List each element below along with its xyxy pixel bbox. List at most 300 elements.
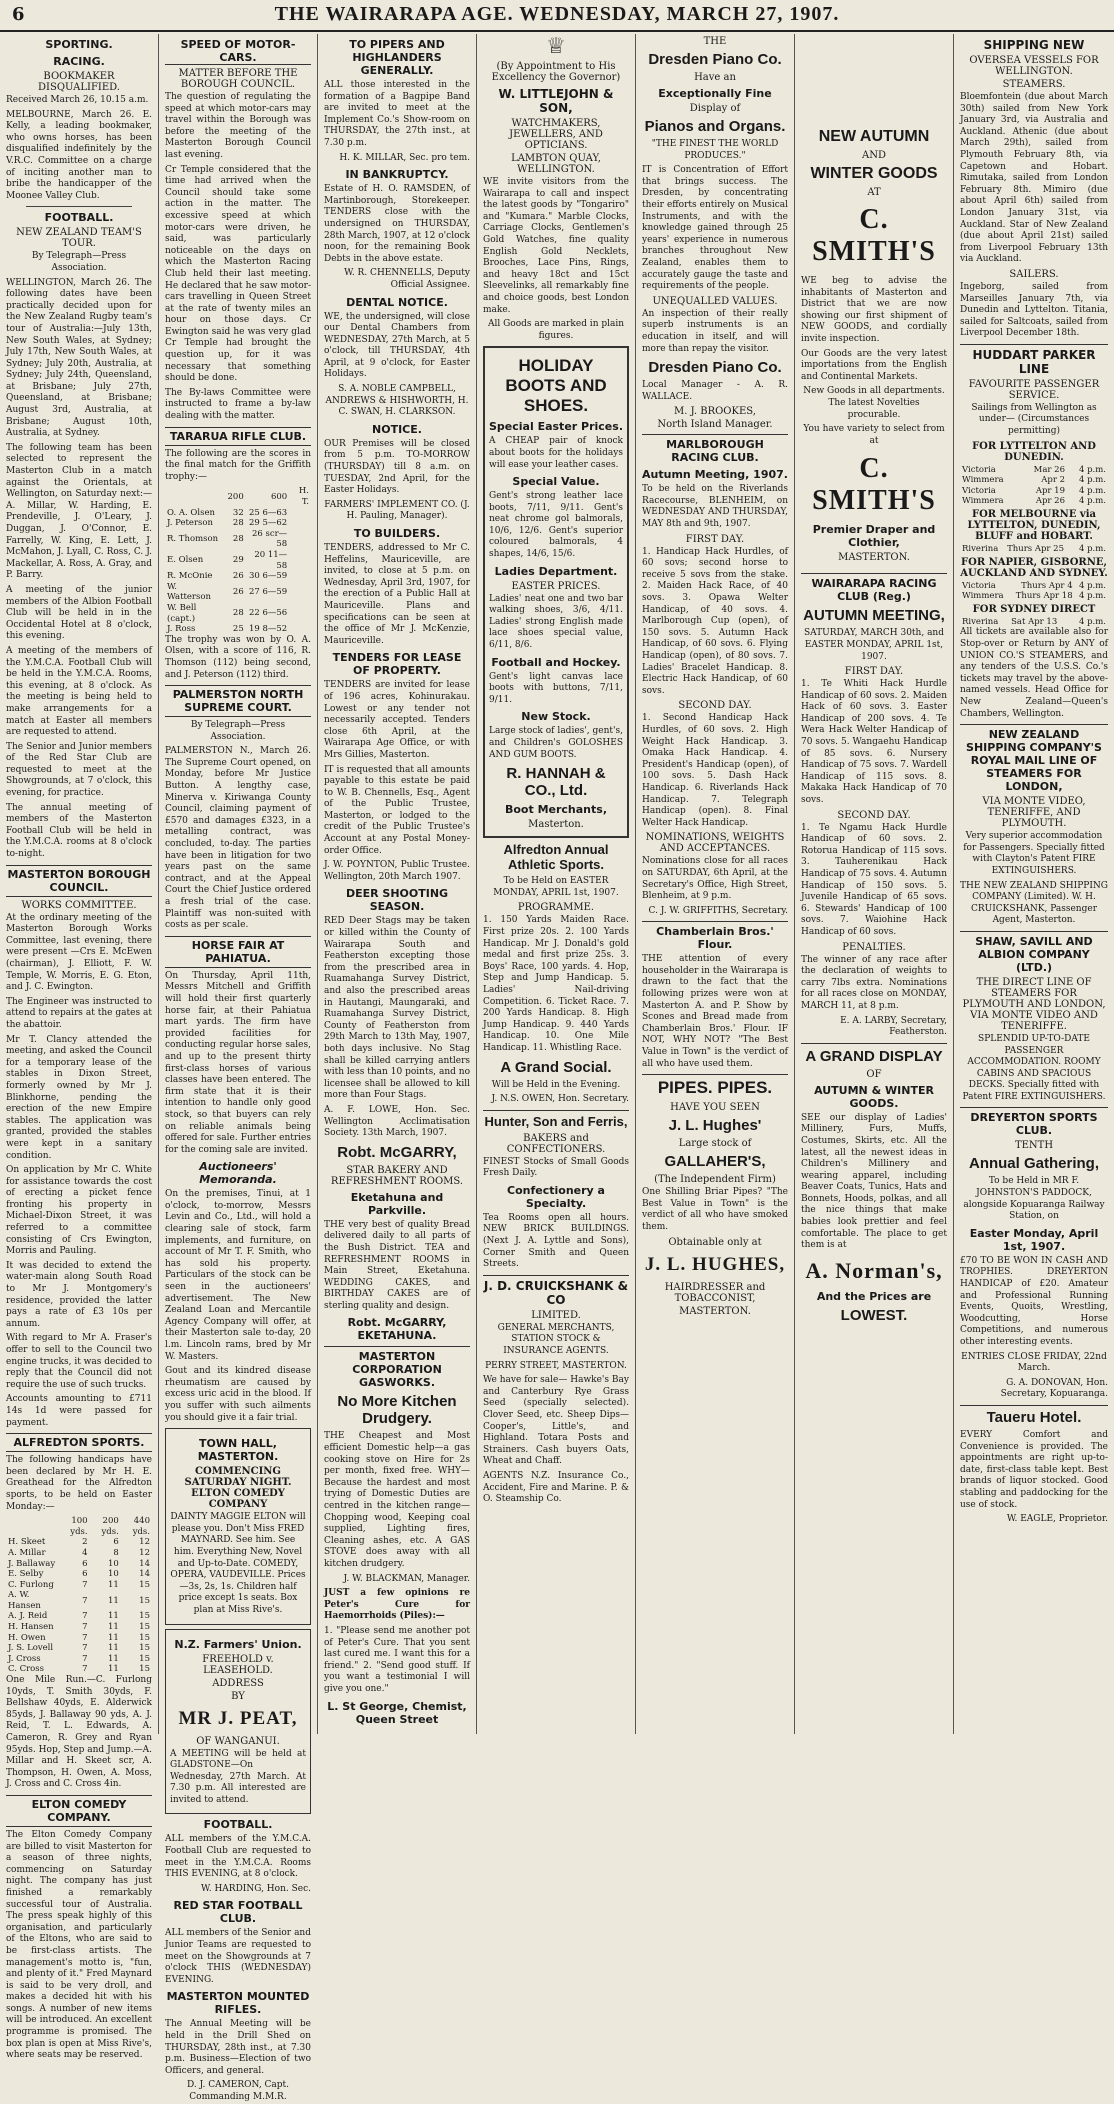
- table-row: [165, 624, 311, 635]
- table-row: [960, 475, 1108, 486]
- alfredton-ad-heading: Alfredton Annual Athletic Sports.: [503, 842, 609, 873]
- speed-heading: SPEED OF MOTOR-CARS.: [165, 38, 311, 65]
- table-row: [6, 1590, 152, 1611]
- table-row: [165, 571, 311, 582]
- nzs-text: Very superior accommodation for Passengers. Specially fitted with Clayton's Patent FIRE EXTINGUISHERS.: [963, 831, 1105, 876]
- dental-text: WE, the undersigned, will close our Dental Chambers from WEDNESDAY, 27th March, at 5 o'clock, till THURSDAY, 4th April, at 9 o'clock, for Easter Holidays.: [324, 311, 470, 380]
- table-cell: 4 p.m.: [1078, 616, 1106, 627]
- pipers-sign: H. K. MILLAR, Sec. pro tem.: [339, 152, 470, 163]
- table-cell: E. Selby: [8, 1569, 44, 1580]
- table-cell: 11: [107, 1653, 119, 1664]
- gasworks-sign: J. W. BLACKMAN, Manager.: [343, 1573, 470, 1584]
- table-row: [165, 518, 311, 529]
- table-cell: 15: [139, 1632, 150, 1643]
- dresden-sub: Exceptionally Fine: [658, 87, 772, 100]
- huddart-melbourne: FOR MELBOURNE via LYTTELTON, DUNEDIN, BLUFF and HOBART.: [967, 509, 1101, 543]
- deer-heading: DEER SHOOTING SEASON.: [345, 887, 449, 914]
- table-row: [6, 1664, 152, 1675]
- lease-heading: TENDERS FOR LEASE OF PROPERTY.: [332, 651, 462, 678]
- albion-meeting-text: A meeting of the junior members of the Albion Football Club will be held in in the Occidental Hotel at 8 o'clock, this evening.: [6, 584, 152, 642]
- wrc-heading: WAIRARAPA RACING CLUB (Reg.): [801, 573, 947, 603]
- table-cell: Apr 2: [1041, 475, 1065, 486]
- table-cell: 11: [107, 1632, 119, 1643]
- alfredton-heading: ALFREDTON SPORTS.: [6, 1433, 152, 1452]
- table-cell: 4 p.m.: [1078, 464, 1106, 475]
- wrc-sub: AUTUMN MEETING,: [803, 607, 945, 625]
- table-cell: O. A. Olsen: [167, 507, 215, 518]
- hunter-heading: Hunter, Son and Ferris,: [483, 1110, 629, 1129]
- tararua-col: 600: [270, 491, 288, 502]
- column-4: [477, 34, 636, 1734]
- sailers-text: Ingeborg, sailed from Marseilles January 7th, via Dunedin and Lyttelton. Titania, sailed for Saltcoats, sailed from Liverpool December 18th.: [960, 281, 1108, 339]
- table-cell: Victoria: [962, 464, 996, 475]
- peat-text: A MEETING will be held at GLADSTONE—On Wednesday, 27th March. At 7.30 p.m. All interested are invited to attend.: [170, 1748, 306, 1805]
- holiday-text-4: Gent's light canvas lace boots with buttons, 7/11, 9/11.: [489, 671, 623, 705]
- dreyerton-text-2: £70 TO BE WON IN CASH AND TROPHIES. DREYERTON HANDICAP of £20. Amateur and Professional Running Events, Quoits, Wrestling, Woodcutting, Horse Competitions, and numerous other interesting events.: [960, 1255, 1108, 1347]
- table-cell: J. Peterson: [167, 518, 213, 529]
- table-row: [960, 581, 1108, 592]
- table-cell: A. W. Hansen: [8, 1590, 41, 1611]
- holiday-value: Special Value.: [512, 475, 600, 489]
- dresden-pianos: Pianos and Organs.: [644, 118, 786, 135]
- table-cell: Mar 26: [1033, 464, 1065, 475]
- palmerston-byline: By Telegraph—Press Association.: [190, 720, 286, 742]
- grand-display-heading: A GRAND DISPLAY: [801, 1043, 947, 1065]
- table-cell: Thurs Apr 18: [1015, 591, 1073, 602]
- town-hall-ad: [165, 1428, 311, 1624]
- table-cell: 25 6—63: [248, 507, 288, 518]
- table-cell: 15: [139, 1579, 150, 1590]
- team-text: The following team has been selected to represent the Masterton Club in a match against the Orientals, at Wellington, on Saturday next:— A. Millar, W. Harding, E. Prendeville, J. O'Leary, J. Duggan, J. O'Connor, E. Farrelly, W. King, E. Lett, J. McMahon, J. Lyall, C. Ross, C. J. Mackellar, A. Ross, A. Gray, and P. Barry.: [6, 442, 152, 581]
- hannah-location: Masterton.: [528, 819, 584, 831]
- table-cell: 26: [232, 571, 244, 582]
- table-cell: 27 6—59: [248, 587, 288, 598]
- nzs-sub: VIA MONTE VIDEO, TENERIFFE, AND PLYMOUTH.: [982, 796, 1086, 830]
- table-cell: 29: [232, 555, 244, 566]
- table-cell: 11: [107, 1595, 119, 1606]
- pipers-heading: TO PIPERS AND HIGHLANDERS GENERALLY.: [349, 38, 445, 77]
- marlborough-day-1: FIRST DAY.: [685, 533, 745, 545]
- littlejohn-address: LAMBTON QUAY, WELLINGTON.: [511, 153, 601, 175]
- alfredton-text-2: One Mile Run.—C. Furlong 10yds, T. Smith 30yds, F. Bellshaw 40yds, E. Alderwick 85yds, J. Ballaway 90 yds, A. J. Reid, T. L. Edwards, A. Cameron, R. Grey and Ryan 95yds. Hop, Step and Jump.—A. Millar and H. Skeet scr, A. Thompson, H. Owen, A. Moss, J. Cross and C. Cross 4in.: [6, 1675, 152, 1790]
- table-cell: Thurs Apr 4: [1021, 580, 1073, 591]
- masthead-title: THE WAIRARAPA AGE. WEDNESDAY, MARCH 27, 1907.: [274, 3, 840, 25]
- tararua-text: The following are the scores in the final match for the Griffith trophy:—: [165, 448, 311, 482]
- bankruptcy-heading: IN BANKRUPTCY.: [345, 168, 449, 182]
- huddart-heading: HUDDART PARKER LINE: [960, 344, 1108, 376]
- dreyerton-sub: Annual Gathering,: [968, 1155, 1099, 1173]
- dresden-quote: "THE FINEST THE WORLD PRODUCES.": [651, 139, 779, 161]
- table-row: [6, 1548, 152, 1559]
- hunter-text-2: Tea Rooms open all hours. NEW BRICK BUILDINGS. (Next J. A. Lyttle and Sons), Corner Smith and Queen Streets.: [483, 1212, 629, 1270]
- notice-heading: NOTICE.: [372, 422, 422, 436]
- wrc-sign: E. A. LARBY, Secretary, Featherston.: [840, 1015, 947, 1038]
- peter-sign: L. St George, Chemist, Queen Street: [327, 1699, 467, 1726]
- mcgarry-sub: STAR BAKERY AND REFRESHMENT ROOMS.: [330, 1164, 464, 1187]
- table-cell: C. Cross: [8, 1664, 45, 1675]
- table-cell: C. Furlong: [8, 1579, 54, 1590]
- table-cell: Victoria: [962, 485, 996, 496]
- dresden-sign: Dresden Piano Co.: [648, 359, 782, 377]
- bankruptcy-sign: W. R. CHENNELLS, Deputy Official Assignee.: [344, 268, 470, 290]
- table-row: [960, 496, 1108, 507]
- speed-p3: The By-laws Committee were instructed to frame a by-law dealing with the matter.: [165, 387, 311, 422]
- new-autumn-heading: NEW AUTUMN: [818, 128, 930, 145]
- table-cell: 15: [139, 1611, 150, 1622]
- table-cell: 26: [232, 587, 244, 598]
- alfredton-ad-sign: J. N.S. OWEN, Hon. Secretary.: [491, 1094, 629, 1105]
- shipping-heading: SHIPPING NEW: [983, 38, 1085, 52]
- table-row: [165, 603, 311, 624]
- table-cell: 29 5—62: [248, 518, 288, 529]
- council-heading: MASTERTON BOROUGH COUNCIL.: [6, 865, 152, 897]
- table-cell: 15: [139, 1664, 150, 1675]
- dresden-text: IT is Concentration of Effort that brings success. The Dresden, by concentrating their efforts entirely on Musical Instruments, and with the knowledge gained through 25 years' experience in numerous branches throughout New Zealand, enables them to accurately gauge the taste and requirements of the people.: [642, 165, 788, 292]
- elton-text: The Elton Comedy Company are billed to visit Masterton for a season of three nights, commencing on Saturday night. The company has just finished a remarkably successful tour of Australia. The press speak highly of this organisation, and particularly of the Eltons, who are said to be first-class artists. The management's motto is, "fun, and plenty of it." Fred Maynard is said to be very droll, and makes a decided hit with his songs. A number of new items will be introduced. An excellent programme is promised. The box plan is open at Miss Rive's, where seats may be reserved.: [6, 1829, 152, 2061]
- marlborough-heading: MARLBOROUGH RACING CLUB.: [642, 434, 788, 464]
- table-row: [6, 1537, 152, 1548]
- pahiatua-heading: HORSE FAIR AT PAHIATUA.: [165, 936, 311, 968]
- holiday-text: A CHEAP pair of knock about boots for the holidays will ease your leather cases.: [489, 436, 623, 470]
- handicaps-table: [6, 1516, 152, 1675]
- builders-text: TENDERS, addressed to Mr C. Heffelins, Mauriceville, are invited, to close at 5 p.m. on Wednesday, April 3rd, 1907, for the erection of a Public Hall at Mauriceville. Plans and specifications can be seen at the office of Mr J. McKenzie, Mauriceville.: [324, 543, 470, 646]
- palmerston-heading: PALMERSTON NORTH SUPREME COURT.: [165, 685, 311, 717]
- table-cell: H. Owen: [8, 1632, 46, 1643]
- table-cell: 6: [113, 1537, 119, 1548]
- football-heading: FOOTBALL.: [44, 211, 114, 225]
- red-star-text: The Senior and Junior members of the Red Star Club are requested to meet at the Showgrounds, at 7 o'clock, this evening, for practice.: [6, 741, 152, 799]
- huddart-table-3: [960, 581, 1108, 602]
- table-row: [6, 1569, 152, 1580]
- table-cell: 7: [82, 1643, 88, 1654]
- table-cell: Apr 26: [1035, 496, 1065, 507]
- crest-icon: ♕: [546, 34, 566, 59]
- peat-name: MR J. PEAT,: [178, 1707, 298, 1729]
- smith-at: AT: [867, 187, 881, 198]
- appointment-line: (By Appointment to His Excellency the Governor): [491, 61, 621, 83]
- dresden-have: Have an: [694, 72, 736, 83]
- table-cell: 14: [139, 1569, 150, 1580]
- pipes-have: HAVE YOU SEEN: [670, 1102, 760, 1114]
- mcgarry-location: Eketahuna and Parkville.: [350, 1190, 444, 1217]
- auctioneers-text: On the premises, Tinui, at 1 o'clock, to-morrow, Messrs Levin and Co., Ltd., will hold a clearing sale of stock, farm implements, and furniture, on account of Mr T. F. Smith, who has sold his property. Particulars of the stock can be seen in the auctioneers' advertisement. The New Zealand Loan and Mercantile Agency Company will offer, at their Masterton sale to-day, 20 l.m. Lincoln rams, bred by Mr W. Masters.: [165, 1189, 311, 1362]
- brookes-name: M. J. BROOKES,: [674, 406, 756, 418]
- table-cell: 4 p.m.: [1078, 591, 1106, 602]
- huddart-sydney: FOR SYDNEY DIRECT: [972, 603, 1096, 615]
- table-cell: 28: [232, 518, 244, 529]
- table-cell: Apr 19: [1035, 485, 1065, 496]
- shaw-savill-sub: THE DIRECT LINE OF STEAMERS FOR PLYMOUTH AND LONDON, VIA MONTE VIDEO AND TENERIFFE.: [962, 976, 1106, 1032]
- table-cell: 4 p.m.: [1078, 544, 1106, 555]
- column-2: [159, 34, 318, 2102]
- table-cell: J. Ross: [167, 624, 196, 635]
- table-cell: 8: [113, 1547, 119, 1558]
- table-cell: 6: [82, 1558, 88, 1569]
- column-1: [0, 34, 159, 2061]
- littlejohn-text: WE invite visitors from the Wairarapa to call and inspect the latest goods by "Tongariro" and "Kumara." Marble Clocks, Carriage Clocks, Gentlemen's Gold Watches, fine quality English Gold Necklets, Brooches, Lace Pins, Rings, and heavy 18ct and 15ct Sleevelinks, all remarkably fine and choice goods, best London make.: [483, 177, 629, 315]
- table-cell: 32: [232, 507, 244, 518]
- nz-tour-text: WELLINGTON, March 26. The following dates have been practically decided upon for the New Zealand Rugby team's tour of Australia:—July 13th, New South Wales, at Sydney; July 17th, New South Wales, at Sydney; July 20th, Australia, at Sydney; July 24th, Queensland, at Brisbane; July 27th, Queensland, at Brisbane; August 3rd, Australia, at Brisbane; August 10th, Australia, at Sydney.: [6, 277, 152, 439]
- holiday-new: New Stock.: [521, 710, 591, 724]
- bookmaker-text: MELBOURNE, March 26. E. Kelly, a leading bookmaker, who owns horses, has been disqualified indefinitely by the V.R.C. Committee on a charge of inciting another man to bribe the handicapper of the Moonee Valley Club.: [6, 109, 152, 201]
- table-cell: 10: [107, 1558, 119, 1569]
- table-row: [960, 465, 1108, 476]
- table-cell: 7: [82, 1611, 88, 1622]
- table-cell: Riverina: [962, 544, 999, 555]
- pipes-obtainable: Obtainable only at: [668, 1236, 762, 1248]
- marlborough-sign: C. J. W. GRIFFITHS, Secretary.: [648, 905, 788, 916]
- huddart-sub: FAVOURITE PASSENGER SERVICE.: [968, 378, 1100, 401]
- marlborough-sub: Autumn Meeting, 1907.: [642, 468, 788, 482]
- hannah-name: R. HANNAH & CO., Ltd.: [506, 765, 606, 800]
- chamberlain-text: THE attention of every householder in the Wairarapa is drawn to the fact that the following prizes were won at Masterton A. and P. Show by Scones and Bread made from Chamberlain Bros.' Flour. IF NOT, WHY NOT? "The Best Value in Town" is the verdict of all who have used them.: [642, 954, 788, 1069]
- wrc-day-2: SECOND DAY.: [837, 809, 911, 821]
- table-row: [960, 544, 1108, 555]
- hughes-name: J. L. HUGHES,: [644, 1253, 786, 1275]
- table-cell: J. S. Lovell: [8, 1643, 54, 1654]
- table-row: [960, 617, 1108, 628]
- table-cell: 7: [82, 1622, 88, 1633]
- huddart-text-2: All tickets are available also for Stop-over or Return by ANY of UNION CO.'S STEAMERS, and any tenders of the U.S.S. Co.'s tickets may travel by the above-named vessels. Head Office for New Zealand—Queen's Chambers, Wellington.: [960, 627, 1108, 719]
- dresden-the: THE: [703, 36, 727, 47]
- table-cell: 7: [82, 1653, 88, 1664]
- table-cell: 11: [107, 1622, 119, 1633]
- huddart-table-4: [960, 617, 1108, 628]
- new-autumn-and: AND: [862, 150, 886, 161]
- gasworks-sub: No More Kitchen Drudgery.: [337, 1393, 457, 1428]
- dresden-manager: Local Manager - A. R. WALLACE.: [642, 380, 788, 402]
- works-p6: With regard to Mr A. Fraser's offer to sell to the Council two engine trucks, it was decided to reply that the Council did not require the use of such trucks.: [6, 1333, 152, 1390]
- ymca-ad-heading: FOOTBALL.: [203, 1818, 273, 1832]
- table-cell: Victoria: [962, 580, 996, 591]
- huddart-table-1: [960, 465, 1108, 507]
- table-cell: 28: [232, 534, 244, 545]
- peter-heading: JUST a few opinions re Peter's Cure for Haemorrhoids (Piles):—: [324, 1588, 470, 1622]
- cruickshank-address: PERRY STREET, MASTERTON.: [485, 1360, 627, 1371]
- works-heading: WORKS COMMITTEE.: [21, 899, 137, 911]
- table-cell: 15: [139, 1653, 150, 1664]
- notice-sign: FARMERS' IMPLEMENT CO. (J. H. Pauling, Manager).: [324, 499, 470, 522]
- shipping-sub: OVERSEA VESSELS FOR WELLINGTON.: [969, 55, 1099, 77]
- table-cell: 20 11—58: [254, 549, 288, 571]
- smith-text: WE beg to advise the inhabitants of Masterton and District that we are now showing our first shipment of NEW GOODS, and cordially invite inspection.: [801, 276, 947, 344]
- rifles-text: The Annual Meeting will be held in the Drill Shed on THURSDAY, 28th inst., at 7.30 p.m. Business—Election of two Officers, and general.: [165, 2019, 311, 2076]
- taueru-sign: W. EAGLE, Proprietor.: [1006, 1514, 1108, 1525]
- sailers-heading: SAILERS.: [1009, 268, 1059, 280]
- tararua-table: [165, 486, 311, 634]
- column-7: [954, 34, 1114, 1734]
- pipes-stock: Large stock of: [678, 1138, 752, 1150]
- marlborough-text-4: Nominations close for all races on SATURDAY, 6th April, at the Secretary's Office, High Street, Blenheim, at 9 p.m.: [642, 856, 788, 902]
- builders-heading: TO BUILDERS.: [353, 527, 441, 540]
- smith-text-2: Our Goods are the very latest importations from the English and Continental Markets.: [801, 348, 947, 382]
- sporting-heading: SPORTING.: [45, 38, 113, 51]
- red-star-heading: RED STAR FOOTBALL CLUB.: [173, 1899, 303, 1926]
- table-cell: A. J. Reid: [8, 1611, 48, 1622]
- hunter-confectionery: Confectionery a Specialty.: [507, 1183, 605, 1210]
- column-5: [636, 34, 795, 1734]
- table-cell: 19 8—52: [248, 624, 288, 635]
- table-cell: Riverina: [962, 616, 999, 627]
- pipes-heading: PIPES. PIPES.: [642, 1074, 788, 1098]
- table-row: [165, 508, 311, 519]
- works-p4: On application by Mr C. White for assistance towards the cost of erecting a picket fence fronting his property in Michael-Dixon Street, it was referred to a committee consisting of Crs Ewington, Morris and Pauling.: [6, 1165, 152, 1257]
- smith-text-3: New Goods in all departments. The latest Novelties procurable.: [803, 386, 945, 420]
- works-p1: At the ordinary meeting of the Masterton Borough Works Committee, last evening, there were present —Crs E. McEwen (chairman), J. Elliott, F. W. Temple, W. Morris, E. G. Eton, and J. C. Ewington.: [6, 912, 152, 993]
- table-cell: 7: [82, 1632, 88, 1643]
- ymca-ad-text: ALL members of the Y.M.C.A. Football Club are requested to meet in the Y.M.C.A. Rooms THIS EVENING, at 8 o'clock.: [165, 1834, 311, 1880]
- hannah-sub: Boot Merchants,: [504, 803, 607, 817]
- town-hall-sub: COMMENCING SATURDAY NIGHT. ELTON COMEDY COMPANY: [184, 1466, 292, 1511]
- table-row: [960, 591, 1108, 602]
- table-row: [6, 1654, 152, 1665]
- holiday-heading: HOLIDAY BOOTS AND SHOES.: [505, 356, 607, 416]
- wrc-text-2: 1. Te Ngamu Hack Hurdle Handicap of 60 sovs. 2. Rotorua Handicap of 115 sovs. 3. Tauherenikau Hack Handicap of 75 sovs. 4. Autumn Handicap of 150 sovs. 5. Juvenile Handicap of 65 sovs. 6. Stewards' Handicap of 100 sovs. 7. Waiohine Hack Handicap of 60 sovs.: [801, 822, 947, 937]
- marlborough-text-3: 1. Second Handicap Hack Hurdles, of 60 sovs. 2. High Weight Hack Handicap. 3. Omaka Hack Handicap. 4. President's Handicap (open), of 100 sovs. 5. Dash Hack Handicap. 6. Riverlands Hack Handicap. 7. Telegraph Handicap (open). 8. Final Welter Hack Handicap.: [642, 713, 788, 828]
- table-cell: 26 scr—58: [251, 528, 288, 550]
- table-row: [6, 1611, 152, 1622]
- auctioneers-heading: Auctioneers' Memoranda.: [199, 1160, 277, 1187]
- holiday-text-3: Ladies' neat one and two bar walking shoes, 3/6, 4/11. Ladies' strong English made lace shoes special value, 6/11, 8/6.: [489, 593, 623, 651]
- table-row: [6, 1580, 152, 1591]
- table-cell: R. McOnie: [167, 571, 213, 582]
- steamers-heading: STEAMERS.: [1002, 79, 1066, 90]
- wrc-date: SATURDAY, MARCH 30th, and EASTER MONDAY, APRIL 1st, 1907.: [804, 628, 944, 662]
- tararua-heading: TARARUA RIFLE CLUB.: [165, 427, 311, 446]
- column-6: [795, 34, 954, 1734]
- smith-text-4: You have variety to select from at: [803, 424, 945, 446]
- town-hall-heading: TOWN HALL, MASTERTON.: [197, 1437, 279, 1464]
- pahiatua-text: On Thursday, April 11th, Messrs Mitchell and Griffith will hold their first quarterly horse fair, at their Pahiatua mart yards. The firm have provided facilities for conducting regular horse sales, and up to the present thirty first-class horses of various classes have been entered. The firm state that it is their intention to handle only good stock, so that buyers can rely on reliable animals being offered for sale. Further entries for the coming sale are invited.: [165, 970, 311, 1155]
- deer-text: RED Deer Stags may be taken or killed within the County of Wairarapa South and Featherston excepting those from the prescribed area in Ruamahanga Survey District, and also the prescribed areas in Hautangi, Maungaraki, and Ruamahanga Survey District, County of Featherston from 29th March to 13th May, 1907, both days inclusive. No Stag shall be killed carrying antlers with less than 10 points, and no licensee shall be allowed to kill more than Four Stags.: [324, 916, 470, 1101]
- dresden-text-2: An inspection of their really superb instruments is an education in itself, and will more than repay the visitor.: [642, 308, 788, 354]
- holiday-ladies: Ladies Department.: [494, 564, 618, 578]
- handicaps-col: 200 yds.: [101, 1516, 119, 1537]
- deer-sign: A. F. LOWE, Hon. Sec. Wellington Acclimatisation Society. 13th March, 1907.: [324, 1104, 470, 1139]
- peter-text: 1. "Please send me another pot of Peter's Cure. That you sent last cured me. I want this for a friend." 2. "Send good stuff. If you want a testimonial I will give you one.": [324, 1625, 470, 1694]
- dreyerton-text: To be Held in MR F. JOHNSTON'S PADDOCK, alongside Kopuaranga Railway Station, on: [963, 1176, 1105, 1222]
- table-cell: 7: [82, 1664, 88, 1675]
- littlejohn-heading: W. LITTLEJOHN & SON,: [498, 87, 614, 115]
- table-cell: Wimmera: [962, 591, 1004, 602]
- nz-tour-byline: By Telegraph—Press Association.: [31, 251, 127, 273]
- dreyerton-heading: DREYERTON SPORTS CLUB.: [960, 1107, 1108, 1137]
- speed-p2: Cr Temple considered that the time had arrived when the Council should take some action in the matter. The excessive speed at which motor-cars were driven, he said, was particularly noticeable on the days on which the Masterton Racing Club held their last meeting. He declared that he saw motor-cars travelling in Queen Street at the rate of twenty miles an hour on those days. Cr Ewington said he was very glad Cr Temple had brought the question up, for it was necessary that something should be done.: [165, 164, 311, 384]
- tararua-col: 200: [227, 491, 244, 502]
- huddart-text: Sailings from Wellington as under— (Circumstances permitting): [971, 402, 1097, 437]
- page-number: 6: [12, 4, 25, 25]
- wrc-day-1: FIRST DAY.: [844, 666, 904, 678]
- norman-sub: And the Prices are: [816, 1289, 932, 1303]
- norman-heading: A. Norman's,: [805, 1257, 943, 1283]
- table-row: [6, 1559, 152, 1570]
- table-cell: 11: [107, 1611, 119, 1622]
- smith-location: MASTERTON.: [838, 552, 910, 564]
- table-cell: Wimmera: [962, 475, 1004, 486]
- alfredton-ad-date: To be Held on EASTER MONDAY, APRIL 1st, 1907.: [493, 876, 619, 898]
- estate-text: IT is requested that all amounts payable to this estate be paid to W. B. Chennells, Esq., Agent of the Public Trustee, Masterton, or lodged to the credit of the Public Trustee's Account at any Postal Money-order Office.: [324, 764, 470, 856]
- cruickshank-text-2: We have for sale— Hawke's Bay and Canterbury Rye Grass Seed (specially selected). Clover Seed, etc. Sheep Dips—Cooper's, Little's, and Highland. Totara Posts and Strainers. Cash buyers Oats, Wheat and Chaff.: [483, 1375, 629, 1467]
- gout-text: Gout and its kindred disease rheumatism are caused by excess uric acid in the blood. If you suffer with such ailments you should give it a fair trial.: [165, 1366, 311, 1423]
- ymca-ad-sign: W. HARDING, Hon. Sec.: [201, 1883, 311, 1894]
- table-cell: 14: [139, 1558, 150, 1569]
- table-cell: 4 p.m.: [1078, 485, 1106, 496]
- holiday-sub: Special Easter Prices.: [489, 420, 623, 434]
- holiday-easter: EASTER PRICES.: [511, 580, 601, 592]
- table-cell: 6: [82, 1569, 88, 1580]
- red-star-ad-text: ALL members of the Senior and Junior Teams are requested to meet on the Showgrounds at 7 o'clock THIS (WEDNESDAY) EVENING.: [165, 1928, 311, 1985]
- estate-sign: J. W. POYNTON, Public Trustee. Wellington, 20th March 1907.: [324, 860, 470, 882]
- chamberlain-heading: Chamberlain Bros.' Flour.: [642, 921, 788, 951]
- dreyerton-tenth: TENTH: [1014, 1140, 1054, 1152]
- mcgarry-heading: Robt. McGARRY,: [337, 1143, 457, 1161]
- grand-display-sub: AUTUMN & WINTER GOODS.: [814, 1083, 934, 1110]
- grand-social-text: Will be Held in the Evening.: [491, 1079, 621, 1090]
- table-row: [165, 550, 311, 571]
- table-cell: 4: [82, 1547, 88, 1558]
- littlejohn-sub: WATCHMAKERS, JEWELLERS, AND OPTICIANS.: [509, 118, 603, 151]
- bankruptcy-text: Estate of H. O. RAMSDEN, of Martinborough, Storekeeper. TENDERS close with the undersigned on THURSDAY, 28th March, 1907, at 12 o'clock noon, for the remaining Book Debts in the above estate.: [324, 184, 470, 264]
- mcgarry-text: THE very best of quality Bread delivered daily to all parts of the Bush District. TEA and REFRESHMENT ROOMS in Main Street, Eketahuna. WEDDING CAKES, and BIRTHDAY CAKES are of sterling quality and design.: [324, 1219, 470, 1311]
- cruickshank-sub: LIMITED.: [531, 1309, 581, 1321]
- table-cell: 2: [82, 1537, 88, 1548]
- dresden-unequalled: UNEQUALLED VALUES.: [652, 295, 778, 307]
- marlborough-nominations: NOMINATIONS, WEIGHTS AND ACCEPTANCES.: [645, 832, 785, 855]
- table-cell: 11: [107, 1664, 119, 1675]
- marlborough-text: To be held on the Riverlands Racecourse, BLENHEIM, on WEDNESDAY AND THURSDAY, MAY 8th and 9th, 1907.: [642, 484, 788, 530]
- alfredton-programme: PROGRAMME.: [517, 902, 595, 914]
- bookmaker-received: Received March 26, 10.15 a.m.: [6, 95, 149, 105]
- dreyerton-date: Easter Monday, April 1st, 1907.: [969, 1226, 1099, 1253]
- works-p3: Mr T. Clancy attended the meeting, and asked the Council for a temporary lease of the stables in Dixon Street, formerly owned by Mr J. Blinkhorne, pending the erection of the new Empire stables. The application was granted, provided the stables were kept in a sanitary condition.: [6, 1034, 152, 1161]
- huddart-dunedin: FOR LYTTELTON AND DUNEDIN.: [972, 440, 1096, 463]
- table-row: [6, 1633, 152, 1644]
- works-p2: The Engineer was instructed to attend to repairs at the gates at the abattoir.: [6, 996, 152, 1030]
- farmers-heading: N.Z. Farmers' Union.: [174, 1637, 302, 1651]
- farmers-by: BY: [231, 1690, 245, 1702]
- ymca-meeting-text: A meeting of the members of the Y.M.C.A. Football Club will be held in the Y.M.C.A. Rooms, this evening, at 8 o'clock. As the meeting is being held to make arrangements for a match at Easter all members are requested to attend.: [6, 645, 152, 738]
- nz-tour-heading: NEW ZEALAND TEAM'S TOUR.: [16, 227, 142, 250]
- pipes-name: J. L. Hughes': [668, 1117, 762, 1135]
- smith-premier: Premier Draper and Clothier,: [812, 523, 936, 550]
- farmers-union-ad: [165, 1629, 311, 1815]
- table-cell: W. Watterson: [167, 581, 211, 603]
- shaw-savill-heading: SHAW, SAVILL AND ALBION COMPANY (LTD.): [960, 931, 1108, 974]
- speed-p1: The question of regulating the speed at which motor-cars may travel within the Borough was before the meeting of the Masterton Borough Council last evening.: [165, 92, 311, 160]
- table-cell: Wimmera: [962, 496, 1004, 507]
- table-cell: 4 p.m.: [1078, 580, 1106, 591]
- table-cell: A. Millar: [8, 1547, 46, 1558]
- table-cell: 4 p.m.: [1078, 475, 1106, 486]
- table-cell: 15: [139, 1622, 150, 1633]
- bookmaker-heading: BOOKMAKER DISQUALIFIED.: [38, 71, 120, 93]
- wrc-text: 1. Te Whiti Hack Hurdle Handicap of 60 sovs. 2. Maiden Hack of 60 sovs. 3. Easter Handicap of 200 sovs. 4. Te Wera Hack Welter Handicap of 70 sovs. 5. Wangaehu Handicap of 85 sovs. 6. Nursery Handicap of 75 sovs. 7. Wardell Handicap of 115 sovs. 8. Makaka Hack Handicap of 70 sovs.: [801, 679, 947, 806]
- dental-heading: DENTAL NOTICE.: [346, 295, 448, 309]
- dreyerton-sign: G. A. DONOVAN, Hon. Secretary, Kopuaranga.: [1000, 1377, 1108, 1400]
- winter-goods-heading: WINTER GOODS: [810, 165, 938, 182]
- shipping-text: Bloemfontein (due about March 30th) sailed from New York January 3rd, via Australia and Auckland. Athenic (due about March 29th), sailed from Plymouth February 8th, via Capetown and Hobart. Rimutaka, sailed from London February 8th. Mimiro (due about April 6th) sailed from London January 31st, via Auckland. Star of New Zealand (due about April 21st) sailed from Liverpool February 13th via Auckland.: [960, 92, 1108, 265]
- table-cell: J. Cross: [8, 1653, 41, 1664]
- table-cell: 11: [107, 1579, 119, 1590]
- holiday-text-5: Large stock of ladies', gent's, and Children's GOLOSHES AND GUM BOOTS.: [489, 726, 623, 760]
- table-cell: Sat Apr 13: [1011, 616, 1058, 627]
- cruickshank-agents: AGENTS N.Z. Insurance Co., Accident, Fire and Marine. P. & O. Steamship Co.: [483, 1470, 629, 1505]
- palmerston-text: PALMERSTON N., March 26. The Supreme Court opened, on Monday, before Mr Justice Button. A lengthy case, Minerva v. Kiriwanga County Council, claiming payment of £570 and damages £323, in a metalling contract, was concluded, to-day. The parties have been in litigation for two years past on the same contract, and at the Appeal Court the Chief Justice ordered a fresh trial of the case. Plaintiff was non-suited with costs as per scale.: [165, 746, 311, 931]
- table-cell: 25: [232, 624, 244, 635]
- dresden-display: Display of: [689, 103, 741, 114]
- littlejohn-text-2: All Goods are marked in plain figures.: [487, 319, 625, 341]
- table-cell: 28: [232, 608, 244, 619]
